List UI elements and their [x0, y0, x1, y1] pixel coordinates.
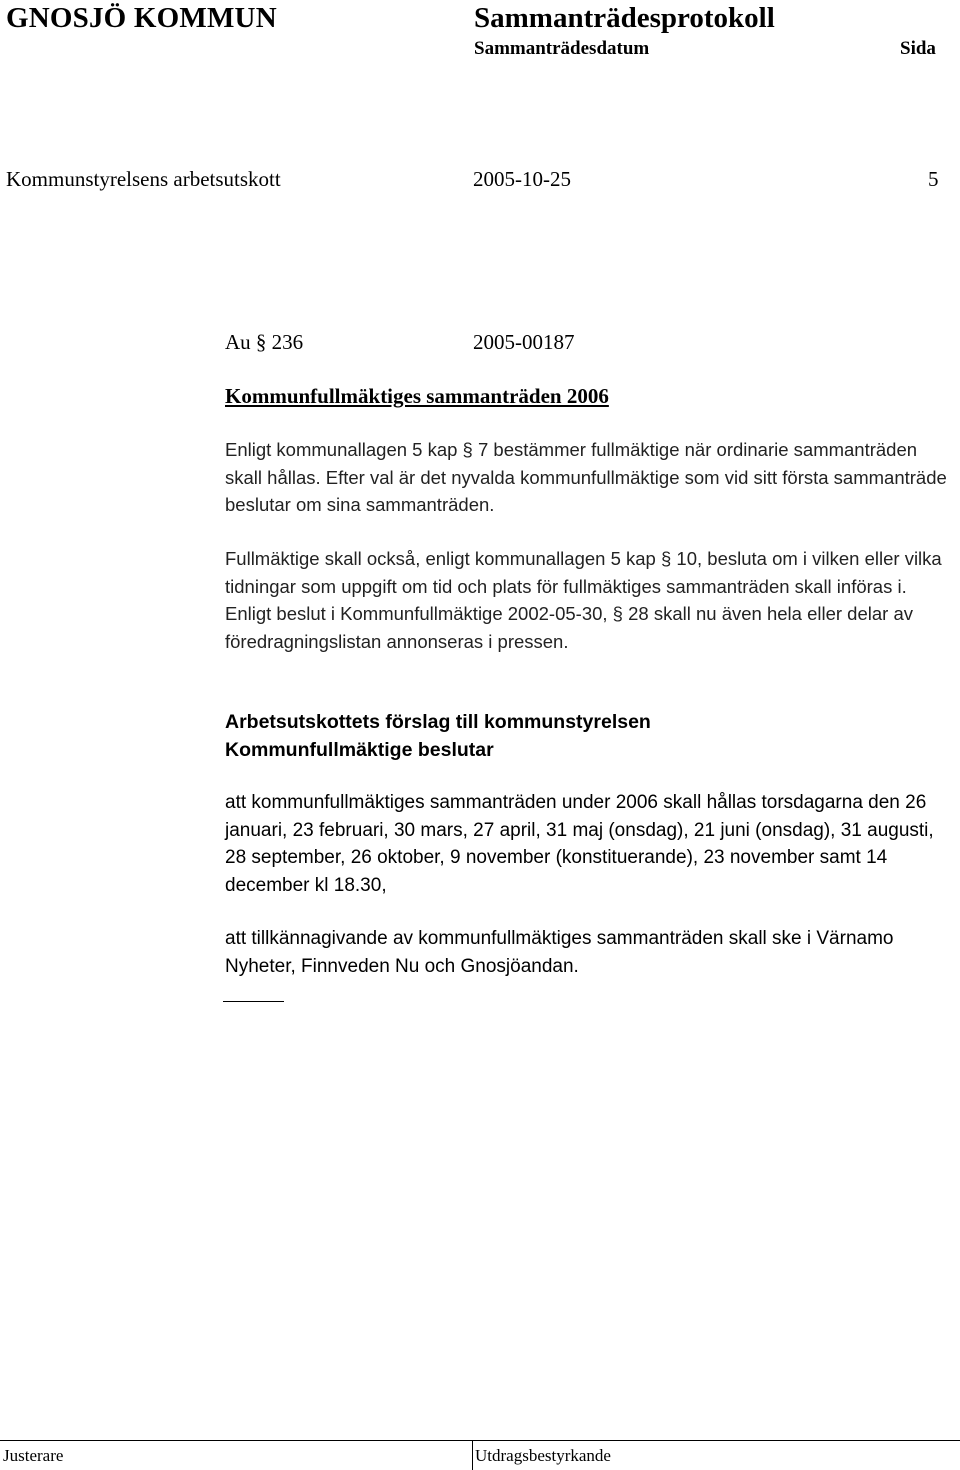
decision-heading: Kommunfullmäktige beslutar [225, 739, 494, 761]
meeting-date: 2005-10-25 [473, 167, 571, 191]
decision-clause: att kommunfullmäktiges sammanträden under 2006 skall hållas torsdagarna den 26 januari, 23 februari, 30 mars, 27 april, 31 maj (onsdag), 21 juni (onsdag), 31 augusti, 28 september, 26 oktober, 9 november (konstituerande), 23 november samt 14 december kl 18.30, [225, 792, 934, 896]
page-number: 5 [928, 167, 939, 191]
meeting-date-label: Sammanträdesdatum [474, 38, 650, 59]
case-number: 2005-00187 [473, 330, 575, 354]
footer-column-divider [472, 1441, 473, 1470]
decision-clause: att tillkännagivande av kommunfullmäktiges sammanträden skall ske i Värnamo Nyheter, Finnveden Nu och Gnosjöandan. [225, 928, 894, 977]
proposal-heading: Arbetsutskottets förslag till kommunstyrelsen [225, 711, 651, 733]
footer-divider [0, 1440, 960, 1441]
body-paragraph: Enligt kommunallagen 5 kap § 7 bestämmer fullmäktige när ordinarie sammanträden skall hållas. Efter val är det nyvalda kommunfullmäktige som vid sitt första sammanträde beslutar om sina sammanträden. [225, 439, 947, 515]
document-type: Sammanträdesprotokoll [474, 2, 775, 34]
organization-name: GNOSJÖ KOMMUN [6, 2, 277, 34]
footer-adjuster-label: Justerare [3, 1446, 64, 1465]
page-label: Sida [900, 38, 936, 59]
item-heading: Kommunfullmäktiges sammanträden 2006 [225, 384, 609, 408]
proposal-block [225, 708, 955, 764]
footer-certification-label: Utdragsbestyrkande [475, 1446, 611, 1465]
end-of-item-rule [223, 1001, 284, 1002]
paragraph-reference: Au § 236 [225, 330, 304, 354]
committee-name: Kommunstyrelsens arbetsutskott [6, 167, 281, 191]
case-reference-line [225, 330, 955, 355]
body-paragraph: Fullmäktige skall också, enligt kommunallagen 5 kap § 10, besluta om i vilken eller vilka tidningar som uppgift om tid och plats för fullmäktiges sammanträden skall införas i. Enligt beslut i Kommunfullmäktige 2002-05-30, § 28 skall nu även hela eller delar av föredragningslistan annonseras i pressen. [225, 548, 942, 652]
